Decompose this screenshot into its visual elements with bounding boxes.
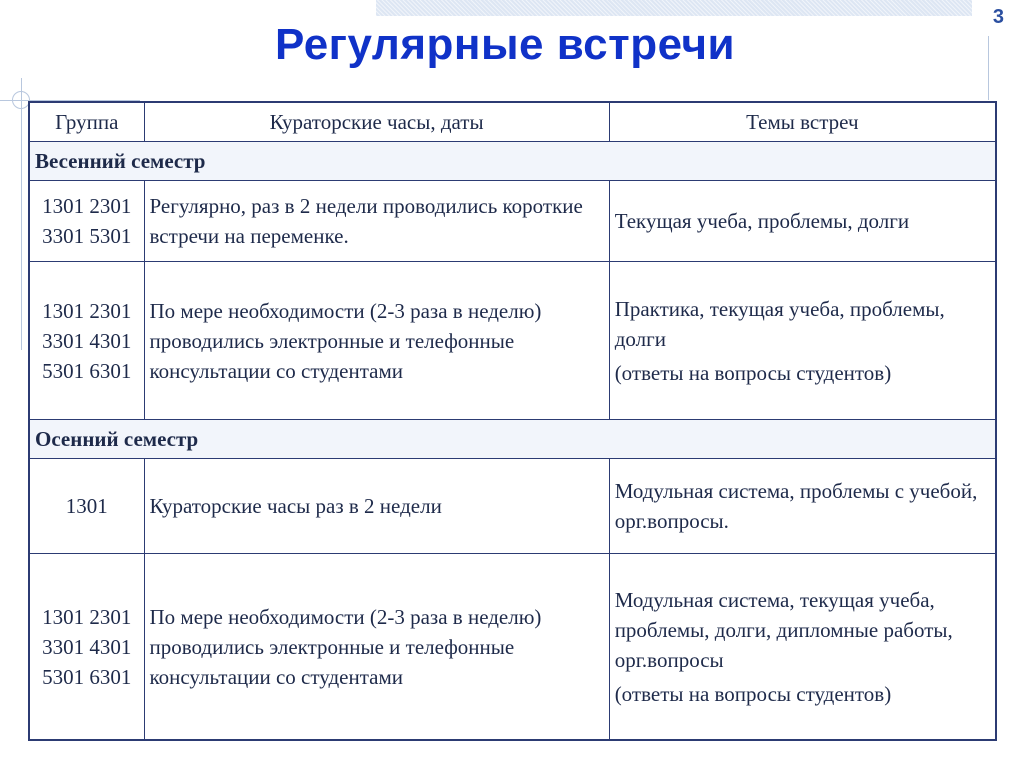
table-row (29, 262, 996, 420)
group-cell (29, 262, 144, 420)
section-row-spring (29, 142, 996, 181)
header-group: Группа (29, 102, 144, 142)
group-line: 1301 2301 (42, 194, 132, 218)
table-row (29, 181, 996, 262)
page-number: 3 (992, 6, 1004, 28)
group-line: 3301 4301 (42, 328, 132, 353)
meetings-table (28, 101, 997, 741)
table-header-row (29, 102, 996, 142)
group-line: 5301 6301 (42, 664, 132, 689)
header-topics: Темы встреч (609, 102, 996, 142)
table-row (29, 554, 996, 741)
dates-cell: По мере необходимости (2-3 раза в неделю) проводились электронные и телефонные консультации со студентами (144, 262, 609, 420)
group-line: 5301 6301 (42, 358, 132, 383)
group-line: 3301 4301 (42, 634, 132, 659)
topics-cell (609, 181, 996, 262)
topics-cell (609, 262, 996, 420)
topics-text: Модульная система, текущая учеба, проблемы, долги, дипломные работы, орг.вопросы (614, 587, 953, 672)
dates-cell: Кураторские часы раз в 2 недели (144, 459, 609, 554)
topics-note: (ответы на вопросы студентов) (614, 360, 892, 385)
group-cell (29, 554, 144, 741)
top-decorative-band (376, 0, 972, 16)
header-dates: Кураторские часы, даты (144, 102, 609, 142)
topics-text: Текущая учеба, проблемы, долги (614, 209, 910, 233)
group-line: 1301 2301 (42, 298, 132, 323)
topics-cell (609, 459, 996, 554)
section-label-autumn: Осенний семестр (29, 420, 996, 459)
group-line: 1301 (65, 494, 108, 518)
group-line: 1301 2301 (42, 604, 132, 629)
topics-text: Модульная система, проблемы с учебой, орг.вопросы. (614, 479, 978, 533)
slide-title: Регулярные встречи (274, 20, 736, 69)
topics-note: (ответы на вопросы студентов) (614, 681, 892, 706)
crosshair-vertical-line (21, 78, 22, 350)
dates-cell: Регулярно, раз в 2 недели проводились короткие встречи на переменке. (144, 181, 609, 262)
group-cell (29, 459, 144, 554)
table-row (29, 459, 996, 554)
group-line: 3301 5301 (42, 224, 132, 248)
topics-cell (609, 554, 996, 741)
topics-text: Практика, текущая учеба, проблемы, долги (614, 296, 945, 351)
group-cell (29, 181, 144, 262)
dates-cell: По мере необходимости (2-3 раза в неделю) проводились электронные и телефонные консультации со студентами (144, 554, 609, 741)
section-row-autumn (29, 420, 996, 459)
section-label-spring: Весенний семестр (29, 142, 996, 181)
